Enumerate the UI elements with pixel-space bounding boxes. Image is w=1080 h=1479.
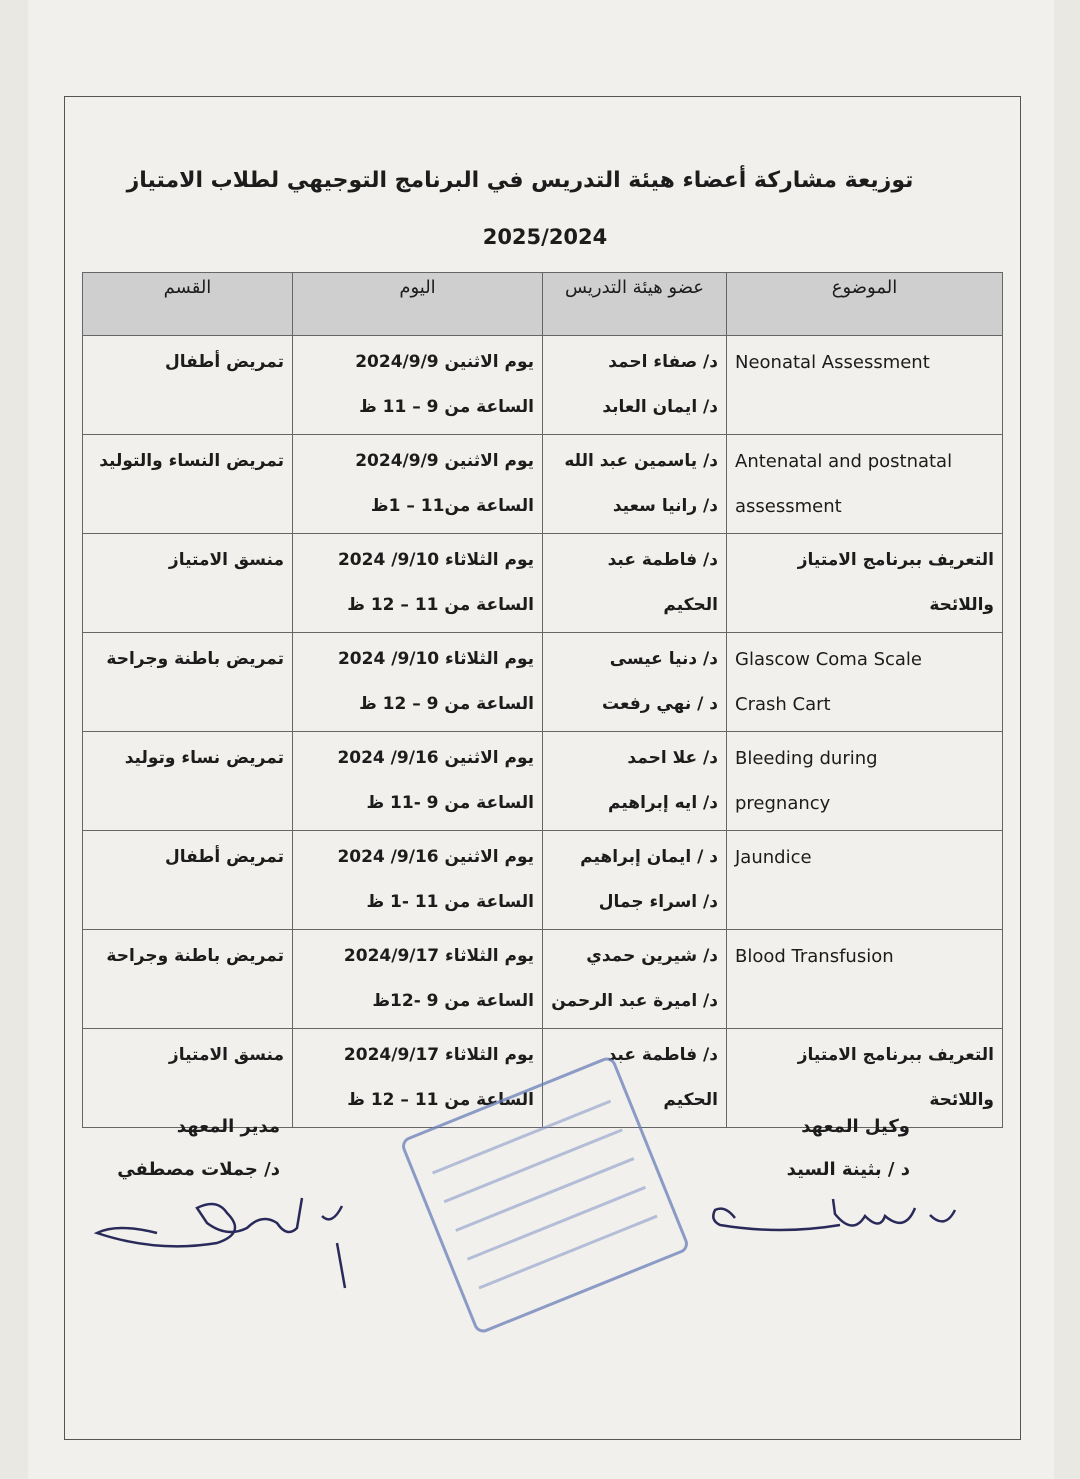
cell-member [543,633,727,732]
table-row [83,930,1003,1029]
cell-member-line: د/ اسراء جمال [598,892,718,912]
cell-dept-line: تمريض باطنة وجراحة [106,649,284,669]
cell-topic-line: Glascow Coma Scale [735,649,923,670]
cell-day-line: الساعة من 9 – 11 ظ [359,397,534,417]
cell-topic-line: Blood Transfusion [735,946,894,967]
cell-topic [727,732,1003,831]
deputy-role: وكيل المعهد [801,1116,910,1137]
cell-dept-line: منسق الامتياز [168,550,284,570]
cell-day [293,336,543,435]
cell-day-line: يوم الثلاثاء 2024/9/17 [343,946,534,966]
cell-day-line: الساعة من 11 – 12 ظ [347,595,534,615]
cell-day-line: الساعة من11 – 1ظ [370,496,534,516]
cell-day-line: يوم الاثنين 2024/9/9 [355,451,534,471]
cell-dept [83,1029,293,1128]
table-row [83,534,1003,633]
cell-member-line: د/ رانيا سعيد [612,496,718,516]
cell-topic-line: التعريف ببرنامج الامتياز [797,550,994,570]
header-topic: الموضوع [727,273,1003,336]
cell-member-line: د/ ايمان العابد [602,397,718,417]
cell-dept [83,633,293,732]
cell-topic [727,1029,1003,1128]
document-title: توزيعة مشاركة أعضاء هيئة التدريس في البرنامج التوجيهي لطلاب الامتياز [126,168,914,193]
cell-day-line: الساعة من 9 -11 ظ [366,793,534,813]
cell-topic-line: واللائحة [929,1090,994,1110]
deputy-name: د / بثينة السيد [786,1159,910,1180]
cell-topic-line: التعريف ببرنامج الامتياز [797,1045,994,1065]
cell-topic-line: Jaundice [735,847,812,868]
cell-dept-line: تمريض أطفال [164,352,284,372]
cell-day-line: الساعة من 11 -1 ظ [366,892,534,912]
cell-member-line: د/ ياسمين عبد الله [564,451,718,471]
cell-dept [83,930,293,1029]
cell-day [293,930,543,1029]
cell-member-line: د/ فاطمة عبد الحكيم [607,550,718,615]
cell-member [543,831,727,930]
schedule-table [82,272,1003,1128]
cell-day-line: يوم الثلاثاء 2024/9/17 [343,1045,534,1065]
table-row [83,831,1003,930]
cell-day-line: يوم الاثنين 9/16/ 2024 [337,748,534,768]
cell-member [543,930,727,1029]
cell-dept-line: تمريض باطنة وجراحة [106,946,284,966]
cell-member-line: د/ فاطمة عبد الحكيم [607,1045,718,1110]
cell-day [293,435,543,534]
cell-day [293,534,543,633]
cell-topic [727,534,1003,633]
cell-member [543,732,727,831]
cell-topic [727,435,1003,534]
cell-member-line: د/ علا احمد [627,748,718,768]
cell-dept [83,831,293,930]
cell-topic-line: Bleeding during [735,748,878,769]
cell-day [293,831,543,930]
cell-topic [727,633,1003,732]
cell-member-line: د / نهي رفعت [601,694,718,714]
cell-topic-line: pregnancy [735,793,831,814]
cell-day-line: الساعة من 9 -12ظ [372,991,534,1011]
table-header-row [83,273,1003,336]
cell-day [293,633,543,732]
cell-dept [83,336,293,435]
header-day: اليوم [293,273,543,336]
cell-day-line: يوم الثلاثاء 9/10/ 2024 [337,550,534,570]
cell-member-line: د / ايمان إبراهيم [580,847,718,867]
header-dept: القسم [83,273,293,336]
table-row [83,732,1003,831]
cell-member-line: د/ دنيا عيسى [609,649,718,669]
deputy-handwritten-signature [700,1190,970,1250]
cell-topic-line: Neonatal Assessment [735,352,930,373]
signature-deputy [690,1116,910,1180]
director-handwritten-signature [92,1188,352,1298]
cell-dept-line: منسق الامتياز [168,1045,284,1065]
cell-member-line: د/ صفاء احمد [608,352,718,372]
cell-day-line: الساعة من 11 – 12 ظ [347,1090,534,1110]
table-row [83,336,1003,435]
cell-dept [83,732,293,831]
director-name: د/ جملات مصطفي [117,1159,280,1180]
cell-day-line: يوم الثلاثاء 9/10/ 2024 [337,649,534,669]
cell-topic-line: assessment [735,496,842,517]
cell-member [543,534,727,633]
cell-topic-line: Crash Cart [735,694,831,715]
cell-topic [727,831,1003,930]
cell-topic [727,930,1003,1029]
signature-director [60,1116,280,1180]
header-member: عضو هيئة التدريس [543,273,727,336]
cell-dept-line: تمريض أطفال [164,847,284,867]
document-year: 2025/2024 [482,225,608,249]
cell-dept-line: تمريض نساء وتوليد [124,748,284,768]
cell-day-line: يوم الاثنين 2024/9/9 [355,352,534,372]
cell-member [543,336,727,435]
cell-member-line: د/ اميرة عبد الرحمن [551,991,718,1011]
cell-topic-line: واللائحة [929,595,994,615]
director-role: مدير المعهد [176,1116,280,1137]
cell-day [293,732,543,831]
cell-day-line: يوم الاثنين 9/16/ 2024 [337,847,534,867]
cell-member-line: د/ ايه إبراهيم [608,793,718,813]
cell-dept [83,435,293,534]
schedule-body [83,336,1003,1128]
cell-dept [83,534,293,633]
cell-member [543,435,727,534]
cell-topic-line: Antenatal and postnatal [735,451,953,472]
cell-topic [727,336,1003,435]
cell-day-line: الساعة من 9 – 12 ظ [359,694,534,714]
cell-dept-line: تمريض النساء والتوليد [99,451,284,471]
cell-member-line: د/ شيرين حمدي [586,946,718,966]
table-row [83,435,1003,534]
table-row [83,633,1003,732]
